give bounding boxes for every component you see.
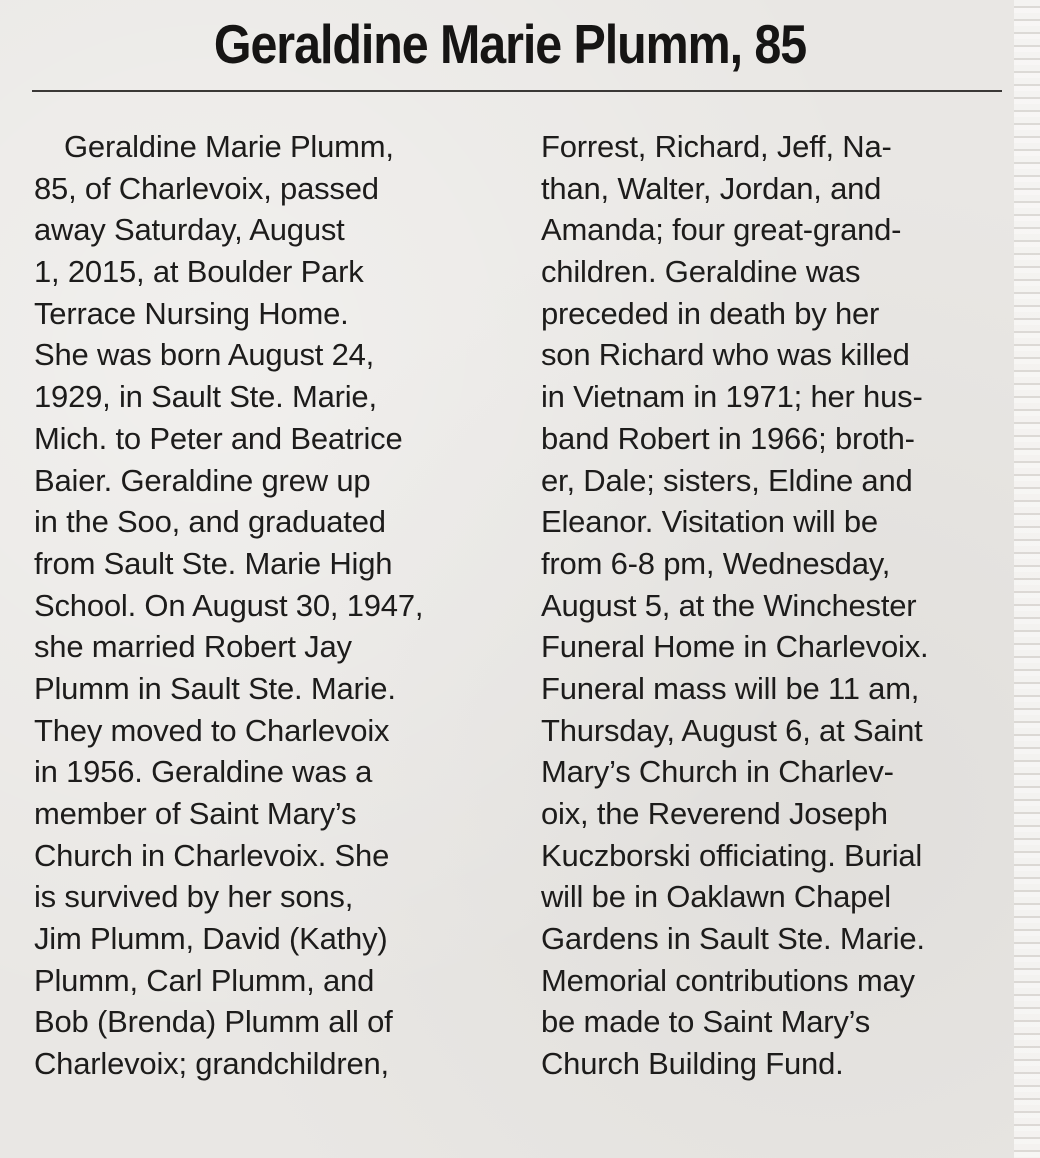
obituary-text-line: Geraldine Marie Plumm, [64, 129, 394, 164]
obituary-text-line: Terrace Nursing Home. [34, 295, 349, 331]
obituary-text-line: er, Dale; sisters, Eldine and [541, 462, 913, 498]
obituary-text-line: 1, 2015, at Boulder Park [34, 254, 364, 290]
obituary-text-line: from Sault Ste. Marie High [34, 545, 393, 581]
obituary-text-line: Mary’s Church in Charlev- [541, 754, 894, 790]
headline-rule [32, 90, 1002, 92]
obituary-text-line: she married Robert Jay [34, 629, 352, 665]
obituary-text-line: Mich. to Peter and Beatrice [34, 420, 403, 456]
obituary-text-line: member of Saint Mary’s [34, 796, 357, 831]
obituary-text-line: in the Soo, and graduated [34, 504, 386, 540]
obituary-text-line: She was born August 24, [34, 337, 375, 373]
obituary-text-line: than, Walter, Jordan, and [541, 170, 882, 206]
obituary-text-line: Kuczborski officiating. Burial [541, 837, 923, 873]
obituary-text-line: School. On August 30, 1947, [34, 587, 424, 623]
obituary-text-line: 85, of Charlevoix, passed [34, 170, 379, 206]
obituary-text-line: Gardens in Sault Ste. Marie. [541, 921, 925, 957]
obituary-text-line: Amanda; four great-grand- [541, 212, 902, 248]
obituary-text-line: Funeral Home in Charlevoix. [541, 629, 929, 665]
obituary-text-line: Jim Plumm, David (Kathy) [34, 921, 388, 957]
obituary-text-line: Church Building Fund. [541, 1046, 844, 1082]
obituary-text-line: Bob (Brenda) Plumm all of [34, 1004, 393, 1040]
obituary-text-line: Baier. Geraldine grew up [34, 462, 371, 498]
obituary-text-line: Plumm in Sault Ste. Marie. [34, 670, 396, 706]
obituary-text-line: be made to Saint Mary’s [541, 1004, 871, 1040]
obituary-text-line: away Saturday, August [34, 212, 345, 248]
obituary-text-line: Memorial contributions may [541, 962, 915, 998]
obituary-text-line: Funeral mass will be 11 am, [541, 670, 920, 706]
obituary-text-line: in 1956. Geraldine was a [34, 754, 373, 790]
obituary-text-line: preceded in death by her [541, 295, 880, 331]
obituary-text-line: Church in Charlevoix. She [34, 837, 390, 873]
obituary-text-line: Forrest, Richard, Jeff, Na- [541, 129, 892, 164]
left-column [34, 126, 504, 1085]
right-column [541, 126, 1011, 1085]
obituary-text-line: in Vietnam in 1971; her hus- [541, 379, 923, 415]
obituary-text-line: 1929, in Sault Ste. Marie, [34, 379, 377, 415]
obituary-text-line: oix, the Reverend Joseph [541, 796, 888, 831]
obituary-text-line: is survived by her sons, [34, 879, 354, 915]
obituary-text-line: will be in Oaklawn Chapel [541, 879, 891, 915]
obituary-text-line: August 5, at the Winchester [541, 587, 917, 623]
obituary-text-line: children. Geraldine was [541, 254, 861, 290]
obituary-text-line: from 6-8 pm, Wednesday, [541, 545, 891, 581]
obituary-text-line: Plumm, Carl Plumm, and [34, 962, 375, 998]
obituary-text-line: They moved to Charlevoix [34, 712, 390, 748]
obituary-text-line: band Robert in 1966; broth- [541, 420, 915, 456]
obituary-text-line: Eleanor. Visitation will be [541, 504, 878, 540]
obituary-text-line: son Richard who was killed [541, 337, 910, 373]
torn-paper-edge [1014, 0, 1040, 1158]
headline: Geraldine Marie Plumm, 85 [213, 13, 807, 75]
obituary-text-line: Thursday, August 6, at Saint [541, 712, 923, 748]
obituary-text-line: Charlevoix; grandchildren, [34, 1046, 389, 1082]
